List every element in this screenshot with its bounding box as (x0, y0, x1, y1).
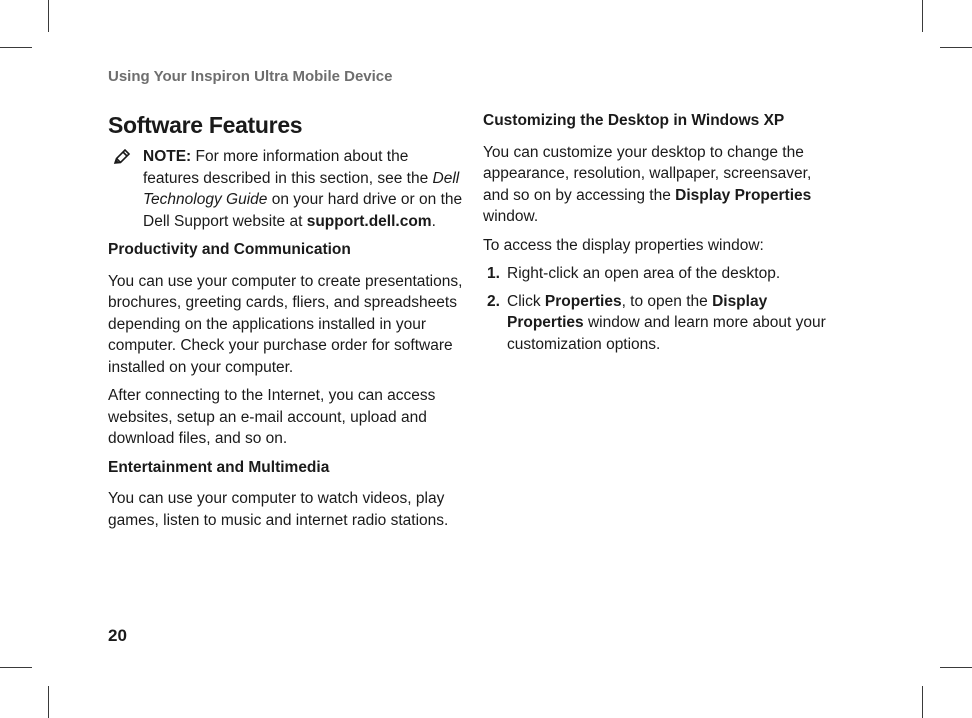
list-item (483, 291, 838, 356)
steps-list (483, 263, 838, 355)
support-link[interactable]: support.dell.com (306, 212, 432, 230)
left-column (108, 108, 463, 538)
customizing-heading: Customizing the Desktop in Windows XP (483, 112, 785, 129)
note-text: on your hard drive or on the Dell Support website at (143, 191, 463, 230)
pencil-note-icon (112, 147, 132, 167)
running-title: Using Your Inspiron Ultra Mobile Device (108, 68, 393, 85)
customizing-paragraph (483, 142, 838, 228)
note-box (108, 146, 463, 232)
paragraph-text: You can customize your desktop to change the appearance, resolution, wallpaper, screensaver, and so on by accessing the (483, 143, 812, 204)
note-label: NOTE: (143, 148, 192, 165)
entertainment-heading: Entertainment and Multimedia (108, 458, 330, 476)
crop-mark (0, 47, 32, 48)
productivity-heading: Productivity and Communication (108, 241, 351, 258)
note-text: . (431, 212, 436, 230)
crop-mark (48, 686, 49, 718)
step-number: 2. (487, 292, 500, 310)
crop-mark (48, 0, 49, 32)
crop-mark (922, 686, 923, 718)
productivity-paragraph: You can use your computer to create presentations, brochures, greeting cards, fliers, and spreadsheets depending on the applications installed in your computer. Check your purchase order for software installed on your computer. (108, 272, 463, 376)
crop-mark (940, 47, 972, 48)
guide-title: Dell Technology Guide (143, 169, 460, 208)
note-text: For more information about the features described in this section, see the (143, 148, 433, 187)
section-title: Software Features (108, 112, 303, 138)
display-properties-term: Display Properties (675, 186, 812, 204)
page-number: 20 (108, 626, 127, 645)
properties-term: Properties (544, 292, 622, 310)
entertainment-paragraph: You can use your computer to watch videos, play games, listen to music and internet radio stations. (108, 490, 449, 529)
internet-paragraph: After connecting to the Internet, you can access websites, setup an e-mail account, upload and download files, and so on. (108, 387, 436, 447)
step-text: window and learn more about your customization options. (507, 314, 826, 353)
paragraph-text: window. (483, 208, 539, 225)
step-text: Right-click an open area of the desktop. (507, 265, 781, 282)
crop-mark (922, 0, 923, 32)
step-text: , to open the (621, 292, 713, 310)
display-properties-term: Display Properties (507, 292, 768, 331)
right-column (483, 108, 838, 361)
step-number: 1. (487, 265, 500, 282)
crop-mark (940, 667, 972, 668)
list-item (483, 263, 838, 285)
crop-mark (0, 667, 32, 668)
access-paragraph: To access the display properties window: (483, 236, 764, 254)
step-text: Click (507, 292, 545, 310)
